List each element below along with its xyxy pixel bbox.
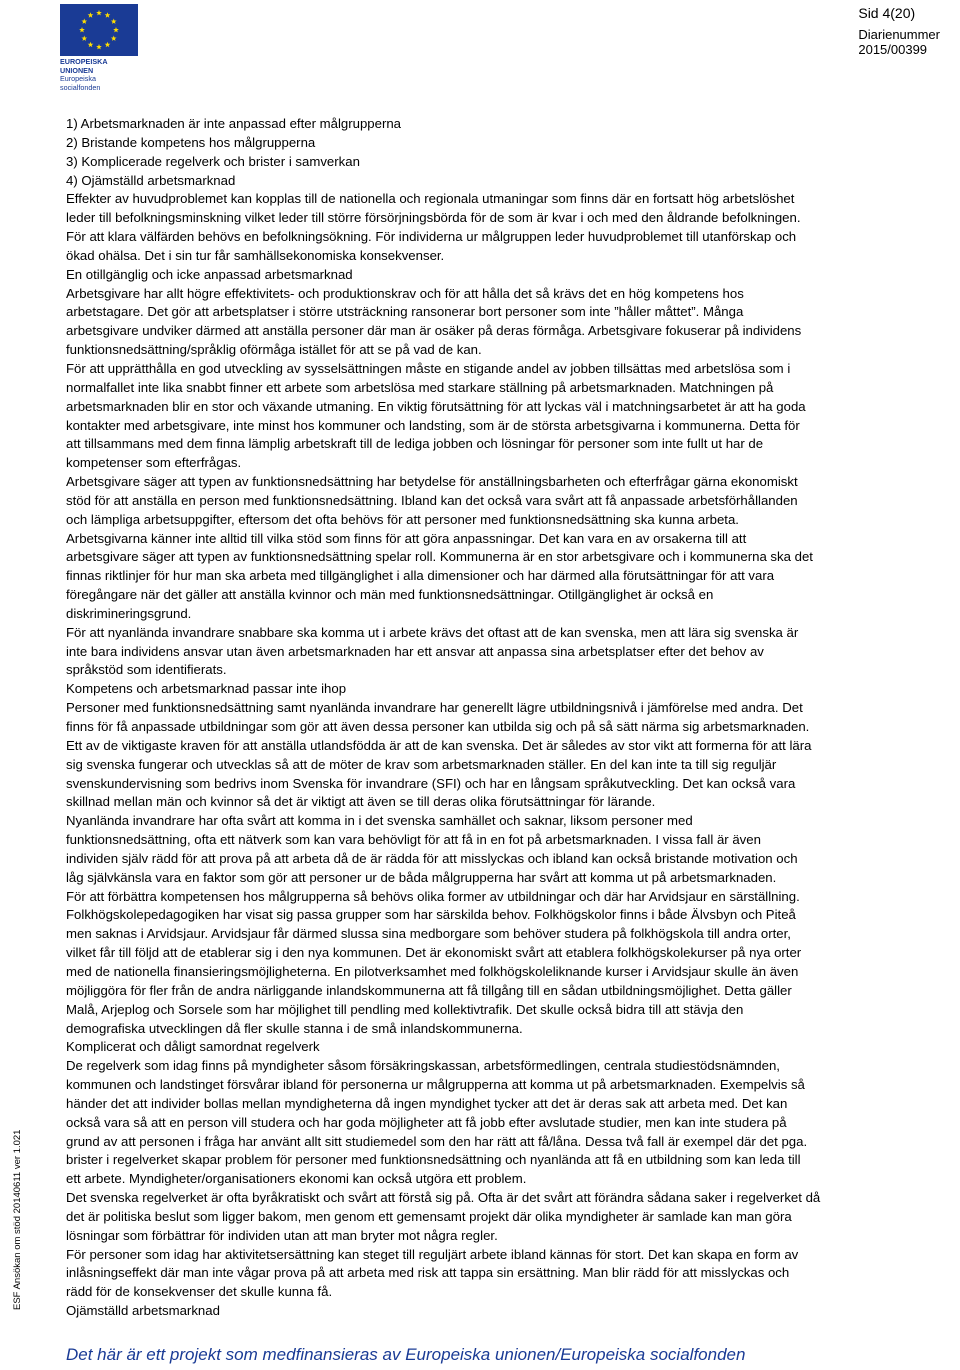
text-line: Malå, Arjeplog och Sorsele som har möjlighet till pendling med kollektivtrafik. Det skulle också bidra till att stävja den: [66, 1001, 744, 1017]
text-line: funktionsnedsättning, ofta ett nätverk som kan vara behövligt för att få in en fot på arbetsmarknaden. I vissa fall är även: [66, 832, 761, 848]
text-line: Komplicerat och dåligt samordnat regelverk: [66, 1039, 320, 1055]
text-line: De regelverk som idag finns på myndigheter såsom försäkringskassan, arbetsförmedlingen, centrala studiestödsnämnden,: [66, 1058, 780, 1074]
text-line: Arbetsgivare har allt högre effektivitets- och produktionskrav och för att hålla det så krävs det en hög kompetens hos: [66, 285, 744, 301]
text-line: inlåsningseffekt där man inte vågar prova på att arbeta med risk att tappa sin ersättning. Man blir rädd för att misslyckas och: [66, 1265, 790, 1281]
text-line: möjliggöra för fler från de andra närliggande inlandskommunerna att få tillgång till en sådan utbildningsmöjlighet. Detta gäller: [66, 982, 792, 998]
text-line: finns för få anpassade utbildningar som gör att även dessa personer kan utbilda sig och på så sätt närma sig arbetsmarknaden.: [66, 719, 810, 734]
eu-flag-icon: [60, 4, 138, 56]
text-line: att tillsammans med dem finna lämplig arbetskraft till de lediga jobben och lösningar för personer som inte fullt ut har de: [66, 436, 764, 452]
text-line: lösningar som förbättrar för individen utan att man bryter mot några regler.: [66, 1227, 498, 1243]
text-line: skillnad mellan män och kvinnor så det är viktigt att även se till deras olika förutsättningar för lärande.: [66, 794, 656, 810]
star-icon: [105, 12, 111, 17]
text-line: ett arbete. Myndigheter/organisationers ekonomi kan också utgöra ett problem.: [66, 1171, 527, 1187]
text-line: demografiska utvecklingen då fler skulle stanna i de små inlandskommunerna.: [66, 1020, 523, 1036]
text-line: med de nationella finansieringsmöjligheterna. En pilotverksamhet med folkhögskoleliknande kurser i Arvidsjaur skulle än även: [66, 963, 799, 979]
text-line: Personer med funktionsnedsättning samt nyanlända invandrare har generellt lägre utbildningsnivå i jämförelse med andra. Det: [66, 700, 803, 716]
text-line: Ett av de viktigaste kraven för att anställa utlandsfödda är att de kan svenska. Det är således av stor vikt att formerna för att lära: [66, 737, 812, 753]
eu-esf-logo: [60, 4, 138, 92]
text-line: kontakter med arbetsgivare, inte minst hos kommuner och landsting, som är de största arbetsgivarna i kommunerna. Detta för: [66, 417, 800, 433]
text-line: låg självkänsla vara en faktor som gör att personer ur de båda målgrupperna har svårt att komma ut på arbetsmarknaden.: [66, 869, 777, 885]
text-line: För att nyanlända invandrare snabbare ska komma ut i arbete krävs det oftast att de kan svenska, men att lära sig svenska är: [66, 624, 799, 640]
text-line: grund av att personen i fråga har använt allt sitt studiemedel som den har rätt att få/låna. Dessa två fall är exempel där det pga.: [66, 1133, 808, 1149]
text-line: och lämpliga arbetsuppgifter, eftersom det ofta behövs för att personer med funktionsnedsättning ska kunna arbeta.: [66, 511, 739, 527]
text-line: normalfallet inte lika snabbt finner ett arbete som arbetslösa med starkare ställning på arbetsmarknaden. Matchningen på: [66, 379, 774, 395]
text-line: språkstöd som identifierats.: [66, 662, 227, 678]
text-line: Det svenska regelverket är ofta byråkratiskt och svårt att förstå sig på. Ofta är det svårt att förändra sådana saker i regelverket då: [66, 1190, 821, 1206]
text-line: svenskundervisning som bedrivs inom Svenska för invandrare (SFI) och har en långsam språkutveckling. Det kan också vara: [66, 775, 796, 791]
diarie-label: Diarienummer: [858, 27, 940, 42]
text-line: En otillgänglig och icke anpassad arbetsmarknad: [66, 266, 353, 282]
star-icon: [79, 27, 85, 32]
text-line: arbetstagare. Det gör att arbetsplatser i större utsträckning ransonerar bort personer som inte ”håller måttet”. Många: [66, 304, 744, 320]
star-icon: [81, 19, 87, 24]
text-line: 3) Komplicerade regelverk och brister i samverkan: [66, 153, 360, 169]
text-line: kompetenser som efterfrågas.: [66, 455, 242, 471]
text-line: rädd för de konsekvenser det skulle kunna få.: [66, 1284, 333, 1300]
star-icon: [96, 44, 102, 49]
text-line: 1) Arbetsmarknaden är inte anpassad efter målgrupperna: [66, 116, 402, 131]
logo-caption: [60, 58, 138, 92]
page-header: [858, 4, 940, 57]
text-line: Arbetsgivare säger att typen av funktionsnedsättning har betydelse för anställningsbarheten och efterfrågar gärna ekonomiskt: [66, 474, 798, 490]
text-line: För att klara välfärden behövs en befolkningsökning. För individerna ur målgruppen leder huvudproblemet till utanförskap och: [66, 229, 797, 245]
text-line: det är politiska beslut som ligger bakom, men genom ett gemensamt projekt där olika myndigheter är samlade kan man göra: [66, 1208, 792, 1224]
text-line: ökad ohälsa. Det i sin tur får samhällsekonomiska konsekvenser.: [66, 247, 445, 263]
text-line: kommunen och landstinget försvårar ibland för personerna ur målgrupperna att komma ut på arbetsmarknaden. Exempelvis så: [66, 1077, 805, 1093]
text-line: funktionsnedsättning/språklig oförmåga istället för att se på vad de kan.: [66, 342, 482, 358]
side-version-text: ESF Ansökan om stöd 20140611 ver 1.021: [12, 1129, 23, 1310]
diarie-number: 2015/00399: [858, 42, 928, 57]
text-line: vilket får till följd att de etablerar sig i den nya kommunen. Det är ekonomiskt svårt att etablera folkhögskolekurser på nya orter: [66, 945, 802, 961]
text-line: inte bara individens ansvar utan även arbetsmarknaden har ett ansvar att anpassa sina arbetsplatser efter det behov av: [66, 643, 764, 659]
text-line: Ojämställd arbetsmarknad: [66, 1303, 220, 1319]
logo-line-2: Europeiska socialfonden: [60, 74, 101, 92]
text-line: För personer som idag har aktivitetsersättning kan steget till reguljärt arbete ibland kännas för stort. Det kan skapa en form av: [66, 1246, 799, 1262]
text-line: Kompetens och arbetsmarknad passar inte ihop: [66, 681, 347, 697]
star-icon: [111, 19, 117, 24]
page-number: Sid 4(20): [858, 5, 916, 21]
text-line: 4) Ojämställd arbetsmarknad: [66, 172, 236, 188]
star-icon: [111, 36, 117, 41]
text-line: arbetsmarknaden blir en stor och växande utmaning. En viktig förutsättning för att lyckas väl i matchningsarbetet är att ha goda: [66, 398, 806, 414]
text-line: För att förbättra kompetensen hos målgrupperna så behövs olika former av utbildningar och där har Arvidsjaur en särställning.: [66, 888, 800, 904]
text-line: händer det att individer bollas mellan myndigheterna då ingen myndighet tycker att det är deras sak att arbeta med. Det kan: [66, 1095, 788, 1111]
star-icon: [96, 10, 102, 15]
star-icon: [105, 42, 111, 47]
star-icon: [88, 12, 94, 17]
text-line: brister i regelverket skapar problem för personer med funktionsnedsättning och nyanlända att få en utbildning som kan leda till: [66, 1152, 801, 1168]
document-body: [66, 115, 958, 1321]
text-line: sig svenska fungerar och utvecklas så att de möter de krav som arbetsmarknaden ställer. En del kan inte ta till sig reguljär: [66, 756, 777, 772]
text-line: 2) Bristande kompetens hos målgrupperna: [66, 134, 316, 150]
text-line: individen själv rädd för att prova på att arbeta då de är rädda för att misslyckas och ibland kan också bristande motivation och: [66, 850, 798, 866]
text-line: För att upprätthålla en god utveckling av sysselsättningen måste en stigande andel av jobben tillsättas med arbetslösa som i: [66, 360, 791, 376]
text-line: diskrimineringsgrund.: [66, 605, 192, 621]
star-icon: [81, 36, 87, 41]
star-icon: [113, 27, 119, 32]
text-line: Folkhögskolepedagogiken har visat sig passa grupper som har särskilda behov. Folkhögskolor finns i både Älvsbyn och Piteå: [66, 907, 796, 923]
text-line: Effekter av huvudproblemet kan kopplas till de nationella och regionala utmaningar som finns där en fortsatt hög arbetslöshet: [66, 191, 795, 207]
text-line: Arbetsgivarna känner inte alltid till vilka stöd som finns för att göra anpassningar. Det kan vara en av orsakerna till att: [66, 530, 747, 546]
text-line: föregångare när det gäller att anställa kvinnor och män med funktionsnedsättningar. Otillgänglighet är också en: [66, 587, 714, 603]
text-line: finnas riktlinjer för hur man ska arbeta med tillgänglighet i alla dimensioner och har därmed alla förutsättningar för att vara: [66, 568, 775, 584]
text-line: stöd för att anställa en person med funktionsnedsättning. Ibland kan det också vara svårt att få anpassade arbetsförhållanden: [66, 492, 798, 508]
logo-line-1: EUROPEISKA UNIONEN: [60, 57, 108, 75]
star-icon: [88, 42, 94, 47]
text-line: leder till befolkningsminskning vilket leder till större försörjningsbörda för de som är kvar i och med den åldrande befolkningen.: [66, 210, 801, 226]
text-line: Nyanlända invandrare har ofta svårt att komma in i det svenska samhället och saknar, liksom personer med: [66, 813, 693, 829]
text-line: arbetsgivare undviker därmed att anställa personer där man är osäker på deras förmåga. Arbetsgivare fokuserar på individens: [66, 323, 802, 339]
text-line: arbetsgivare säger att typen av funktionsnedsättning spelar roll. Kommunerna är en stor arbetsgivare och i kommunerna ska det: [66, 549, 813, 565]
text-line: men saknas i Arvidsjaur. Arvidsjaur får därmed slussa sina medborgare som behöver studera på folkhögskola till andra orter,: [66, 926, 791, 942]
footer-text: Det här är ett projekt som medfinansieras av Europeiska unionen/Europeiska socialfonden: [66, 1345, 746, 1364]
text-line: också vara så att en person vill studera och har goda möjligheter att få jobb efter avslutade studier, men kan inte studera på: [66, 1114, 787, 1130]
